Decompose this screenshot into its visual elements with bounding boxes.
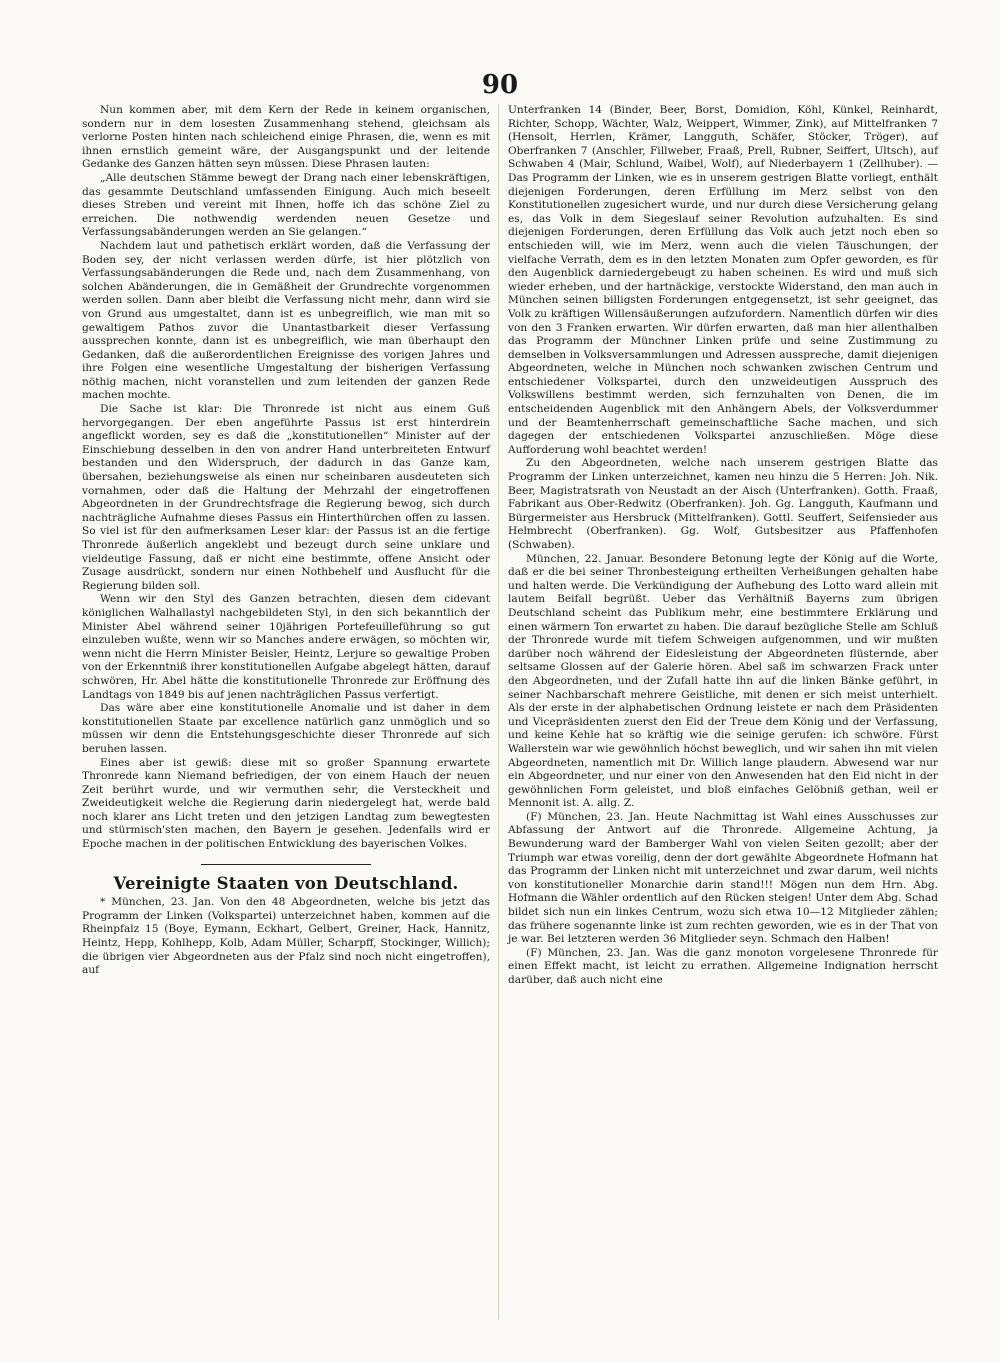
page-number: 90 bbox=[481, 70, 519, 100]
left-paragraph-6: Das wäre aber eine konstitutionelle Anomalie und ist daher in dem konstitutionellen Staate par excellence natürlich ganz unmöglich und so müssen wir denn die Entstehungsgeschichte dieser Thronrede auf sich beruhen lassen. bbox=[82, 702, 490, 755]
right-paragraph-1: Unterfranken 14 (Binder, Beer, Borst, Domidion, Köhl, Künkel, Reinhardt, Richter, Schopp, Wächter, Walz, Weippert, Wimmer, Zink), auf Mittelfranken 7 (Hensolt, Herrlen, Krämer, Langguth, Schäfer, Stöcker, Tröger), auf Oberfranken 7 (Anschler, Fillweber, Fraaß, Prell, Rubner, Seiffert, Ultsch), auf Schwaben 4 (Mair, Schlund, Waibel, Wolf), auf Niederbayern 1 (Zellhuber). — Das Programm der Linken, wie es in unserem gestrigen Blatte vorliegt, enthält diejenigen Forderungen, deren Erfüllung im Merz selbst von den Konstitutionellen zugesichert wurde, und nur durch diese Versicherung gelang es, das Volk in dem Siegeslauf seiner Revolution aufzuhalten. Es sind diejenigen Forderungen, deren Erfüllung das Volk auch jetzt noch eben so entschieden will, wie im Merz, wenn auch die vielen Täuschungen, der vielfache Verrath, dem es in den letzten Monaten zum Opfer geworden, es für den Augenblick darniedergebeugt zu haben scheinen. Es wird und muß sich wieder erheben, und der hartnäckige, verstockte Widerstand, den man auch in München seinen billigsten Forderungen entgegensetzt, ist sehr geeignet, das Volk zu kräftigen Willensäußerungen aufzufordern. Namentlich dürfen wir dies von den 3 Franken erwarten. Wir dürfen erwarten, daß man hier allenthalben das Programm der Münchner Linken prüfe und seine Zustimmung zu demselben in Volksversammlungen und Adressen ausspreche, damit diejenigen Abgeordneten, welche in München noch schwanken zwischen Centrum und entschiedener Volkspartei, durch den unzweideutigen Ausspruch des Volkswillens bestimmt werden, sich fernzuhalten von Denen, die im entscheidenden Augenblick mit den Anhängern Abels, der Volksverdummer und der Beamtenherrschaft gemeinschaftliche Sache machen, und sich dagegen der entschiedenen Volkspartei anzuschließen. Möge diese Aufforderung wohl beachtet werden! bbox=[508, 104, 938, 456]
right-paragraph-5: (F) München, 23. Jan. Was die ganz monoton vorgelesene Thronrede für einen Effekt macht, ist leicht zu errathen. Allgemeine Indignation herrscht darüber, daß auch nicht eine bbox=[508, 946, 938, 986]
left-paragraph-7: Eines aber ist gewiß: diese mit so großer Spannung erwartete Thronrede kann Niemand befriedigen, der von einem Hauch der neuen Zeit berührt wurde, und wir vermuthen sehr, die Versteckheit und Zweideutigkeit welche die Regierung darin niedergelegt hat, werde bald noch klarer ans Licht treten und den jetzigen Landtag zum bewegtesten und stürmisch'sten machen, den Bayern je gesehen. Jedenfalls wird er Epoche machen in der politischen Entwicklung des bayerischen Volkes. bbox=[82, 756, 490, 851]
right-paragraph-2: Zu den Abgeordneten, welche nach unserem gestrigen Blatte das Programm der Linken unterzeichnet, kamen neu hinzu die 5 Herren: Joh. Nik. Beer, Magistratsrath von Neustadt an der Aisch (Unterfranken). Gotth. Fraaß, Fabrikant aus Ober-Redwitz (Oberfranken). Joh. Gg. Langguth, Kaufmann und Bürgermeister aus Hersbruck (Mittelfranken). Gottl. Seuffert, Seifensieder aus Helmbrecht (Oberfranken). Gg. Wolf, Gutsbesitzer aus Pfaffenhofen (Schwaben). bbox=[508, 457, 938, 551]
left-paragraph-5: Wenn wir den Styl des Ganzen betrachten, diesen dem cidevant königlichen Walhallastyl nachgebildeten Styl, in den sich bekanntlich der Minister Abel während seiner 10jährigen Portefeuilleführung so gut einzuleben wußte, wenn wir so Manches andere erwägen, so möchten wir, wenn nicht die Herrn Minister Beisler, Heintz, Lerjure so gewaltige Proben von der Erkenntniß ihrer konstitutionellen Aufgabe abgelegt hätten, darauf schwören, Hr. Abel hätte die konstitutionelle Thronrede zur Eröffnung des Landtags von 1849 bis auf jenen nachträglichen Passus verfertigt. bbox=[82, 593, 490, 701]
left-paragraph-3: Nachdem laut und pathetisch erklärt worden, daß die Verfassung der Boden sey, der nicht verlassen werden dürfe, ist hier plötzlich von Verfassungsabänderungen die Rede und, nach dem Zusammenhang, von solchen Abänderungen, die in Gemäßheit der Grundrechte vorgenommen werden sollen. Dann aber bleibt die Verfassung nicht mehr, dann wird sie von Grund aus umgestaltet, dann ist es unbegreiflich, wie man mit so gewaltigem Pathos zuvor die Unantastbarkeit dieser Verfassung aussprechen konnte, dann ist es unbegreiflich, wie man überhaupt den Gedanken, daß die außerordentlichen Ereignisse des vorigen Jahres und ihre Folgen eine wesentliche Umgestaltung der bisherigen Verfassung nöthig machen, nicht voranstellen und zum leitenden der ganzen Rede machen mochte. bbox=[82, 239, 490, 402]
right-paragraph-4: (F) München, 23. Jan. Heute Nachmittag ist Wahl eines Ausschusses zur Abfassung der Antwort auf die Thronrede. Allgemeine Achtung, ja Bewunderung ward der Bamberger Wahl von vielen Seiten gezollt; aber der Triumph war etwas voreilig, denn der dort gewählte Abgeordnete Hofmann hat das Programm der Linken nicht mit unterzeichnet und zwar darum, weil nichts von konstitutioneller Monarchie darin stand!!! Mögen nun dem Hrn. Abg. Hofmann die Wähler ordentlich auf den Rücken steigen! Unter dem Abg. Schad bildet sich nun ein linkes Centrum, wozu sich etwa 10—12 Mitglieder zählen; das frühere sogenannte linke ist zum rechten geworden, wie es in der That von je war. Bei letzteren werden 36 Mitglieder seyn. Schmach den Halben! bbox=[508, 810, 938, 946]
right-column bbox=[508, 104, 938, 988]
section-title: Vereinigte Staaten von Deutschland. bbox=[113, 873, 459, 893]
right-paragraph-3: München, 22. Januar. Besondere Betonung legte der König auf die Worte, daß er die bei seiner Thronbesteigung ertheilten Verheißungen gehalten habe und halten werde. Die Verkündigung der Aufhebung des Lotto ward allein mit lautem Beifall begrüßt. Ueber das Verhältniß Bayerns zum übrigen Deutschland scheint das Publikum mehr, eine bestimmtere Erklärung und einen wärmern Ton erwartet zu haben. Die darauf bezügliche Stelle am Schluß der Thronrede wurde mit tiefem Schweigen aufgenommen, und wir mußten darüber noch während der Eidesleistung der Abgeordneten flüsternde, aber seltsame Glossen auf der Galerie hören. Abel saß im schwarzen Frack unter den Abgeordneten, und der Zufall hatte ihn auf die linken Bänke geführt, in seiner Nachbarschaft mehrere Geistliche, mit denen er sich meist unterhielt. Als der erste in der alphabetischen Ordnung leistete er nach dem Präsidenten und Vicepräsidenten zuerst den Eid der Treue dem König und der Verfassung, und keine Kehle hat so kräftig wie die seinige gerufen: ich schwöre. Fürst Wallerstein war wie gewöhnlich höchst beweglich, und wir sahen ihn mit vielen Abgeordneten, namentlich mit Dr. Willich lange plaudern. Abwesend war nur ein Abgeordneter, und nur einer von den Anwesenden hat den Eid nicht in der gewöhnlichen Form geleistet, und bloß einfaches Gelöbniß gethan, weil er Mennonit ist. A. allg. Z. bbox=[508, 552, 938, 810]
left-paragraph-4: Die Sache ist klar: Die Thronrede ist nicht aus einem Guß hervorgegangen. Der eben angeführte Passus ist erst hinterdrein angeflickt worden, sey es daß die „konstitutionellen“ Minister auf der Einschiebung desselben in den von andrer Hand unterbreiteten Entwurf bestanden und den Widerspruch, der dadurch in das Ganze kam, übersahen, beziehungsweise als einen nur scheinbaren ausdeuteten sich vornahmen, oder daß die Haltung der Mehrzahl der eingetroffenen Abgeordneten in der Grundrechtsfrage die Regierung bewog, sich durch nachträgliche Aufnahme dieses Passus ein Hinterthürchen offen zu lassen. So viel ist für den aufmerksamen Leser klar: der Passus ist an die fertige Thronrede äußerlich angeklebt und bezeugt durch seine unklare und vieldeutige Fassung, daß er nicht eine bestimmte, offene Ansicht oder Zusage ausdrückt, sondern nur einen Nothbehelf und Ausflucht für die Regierung bilden soll. bbox=[82, 403, 490, 592]
section-paragraph-1: * München, 23. Jan. Von den 48 Abgeordneten, welche bis jetzt das Programm der Linken (Volkspartei) unterzeichnet haben, kommen auf die Rheinpfalz 15 (Boye, Eymann, Eckhart, Gelbert, Greiner, Hack, Hannitz, Heintz, Hepp, Kohlhepp, Kolb, Adam Müller, Scharpff, Stockinger, Willich); die übrigen vier Abgeordneten aus der Pfalz sind noch nicht eingetroffen), auf bbox=[82, 896, 490, 977]
section-divider bbox=[201, 864, 371, 865]
left-paragraph-1: Nun kommen aber, mit dem Kern der Rede in keinem organischen, sondern nur in dem losesten Zusammenhang stehend, gleichsam als verlorne Posten hinten nach schleichend einige Phrasen, die, wenn es mit ihnen ernstlich gemeint wäre, der Ausgangspunkt und der leitende Gedanke des Ganzen hätten seyn müssen. Diese Phrasen lauten: bbox=[82, 104, 490, 171]
column-divider bbox=[498, 104, 499, 1319]
left-column bbox=[82, 104, 490, 978]
left-paragraph-2-quote: „Alle deutschen Stämme bewegt der Drang nach einer lebenskräftigen, das gesammte Deutschland umfassenden Einigung. Auch mich beseelt dieses Streben und vereint mit Ihnen, hoffe ich das schöne Ziel zu erreichen. Die nothwendig werdenden neuen Gesetze und Verfassungsabänderungen werden an Sie gelangen.“ bbox=[82, 171, 490, 239]
